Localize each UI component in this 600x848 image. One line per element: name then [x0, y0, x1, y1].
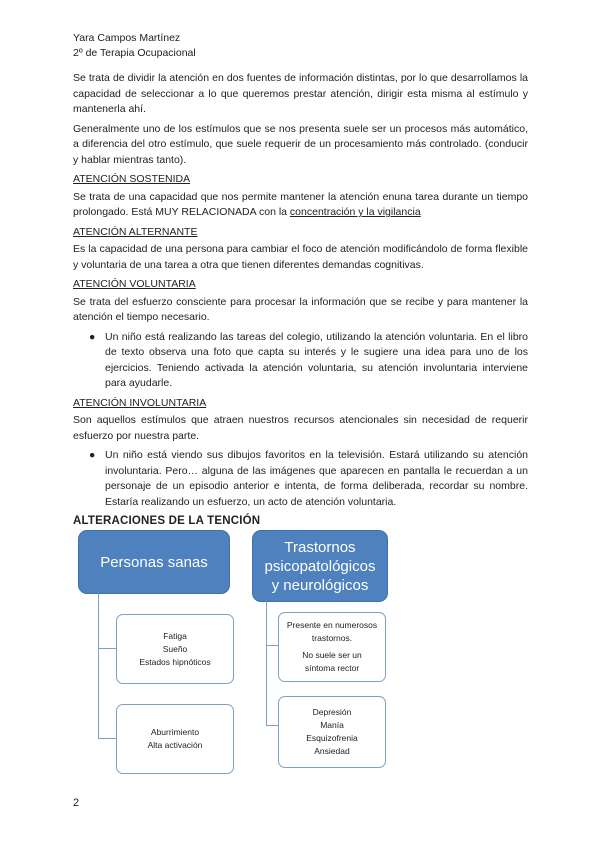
heading-atencion-sostenida: ATENCIÓN SOSTENIDA [73, 173, 191, 185]
cause-item: Fatiga [163, 630, 187, 641]
involuntaria-bullet-list [73, 448, 528, 510]
trastornos-title-line-3: y neurológicos [271, 576, 369, 594]
disorder-item: Manía [320, 720, 344, 730]
voluntaria-bullet-item [89, 330, 528, 392]
voluntaria-bullet-list [73, 330, 528, 392]
heading-alteraciones: ALTERACIONES DE LA TENCIÓN [73, 515, 261, 527]
trastornos-info-box-1 [278, 612, 386, 682]
page-header [73, 31, 196, 61]
info-line: síntoma rector [304, 663, 360, 673]
personas-sanas-box [78, 530, 230, 594]
alternante-paragraph: Es la capacidad de una persona para cambiar el foco de atención modificándolo de forma flexible y voluntaria de una tarea a otra que tienen diferentes demandas cognitivas. [73, 243, 528, 271]
right-connector-vertical [266, 601, 267, 725]
personas-sanas-causes-box-1 [116, 614, 234, 684]
page-number: 2 [73, 797, 80, 809]
info-line: Presente en numerosos [286, 620, 378, 630]
left-connector-vertical [98, 593, 99, 738]
course-name: 2º de Terapia Ocupacional [73, 47, 196, 59]
info-line: trastornos. [311, 633, 353, 643]
involuntaria-bullet-text: Un niño está viendo sus dibujos favoritos en la televisión. Estará utilizando su atención involuntaria. Pero… alguna de las imágenes que aparecen en pantalla le recuerdan a un personaje de un episodio anterior e intenta, de forma deliberada, recordar su nombre. Estaría realizando un esfuerzo, un acto de atención voluntaria. [105, 449, 528, 508]
intro-paragraph-1: Se trata de dividir la atención en dos fuentes de información distintas, por lo que desarrollamos la capacidad de seleccionar a lo que queremos prestar atención, dirigir esta misma al estímulo y mantenerla ahí. [73, 72, 528, 115]
cause-item: Alta activación [147, 740, 203, 750]
intro-paragraph-2: Generalmente uno de los estímulos que se nos presenta suele ser un procesos más automático, a diferencia del otro estímulo, que suele requerir de un procesamiento más controlado. (conducir y hablar mientras tanto). [73, 122, 528, 166]
cause-item: Estados hipnóticos [139, 656, 211, 667]
voluntaria-bullet-text: Un niño está realizando las tareas del colegio, utilizando la atención voluntaria. En el libro de texto observa una foto que capta su interés y le sugiere una idea para uno de los ejercicios. Teniendo activada la atención voluntaria, su atención involuntaria interviene para ayudarle. [105, 330, 528, 389]
info-line: No suele ser un [302, 650, 362, 660]
document-body [73, 71, 528, 530]
heading-atencion-alternante: ATENCIÓN ALTERNANTE [73, 225, 198, 238]
trastornos-title-line-1: Trastornos [284, 538, 356, 556]
left-connector-2 [98, 738, 116, 739]
heading-atencion-voluntaria: ATENCIÓN VOLUNTARIA [73, 278, 196, 290]
involuntaria-paragraph: Son aquellos estímulos que atraen nuestros recursos atencionales sin necesidad de requerir esfuerzo por nuestra parte. [73, 414, 528, 442]
right-connector-1 [266, 645, 278, 646]
heading-atencion-involuntaria: ATENCIÓN INVOLUNTARIA [73, 396, 207, 409]
alteraciones-diagram [78, 530, 398, 770]
involuntaria-bullet-item [89, 448, 528, 510]
trastornos-info-box-2 [278, 696, 386, 768]
bullet-icon: ● [89, 449, 96, 461]
personas-sanas-causes-box-2 [116, 704, 234, 774]
disorder-item: Esquizofrenia [306, 733, 358, 743]
disorder-item: Depresión [312, 707, 352, 717]
sostenida-paragraph [73, 190, 528, 221]
sostenida-underlined-phrase: concentración y la vigilancia [289, 206, 421, 218]
trastornos-title-line-2: psicopatológicos [264, 557, 376, 575]
right-connector-2 [266, 725, 278, 726]
left-connector-1 [98, 648, 116, 649]
disorder-item: Ansiedad [314, 746, 350, 756]
cause-item: Sueño [162, 643, 188, 654]
sostenida-text: Se trata de una capacidad que nos permite mantener la atención enuna tarea durante un tiempo prolongado. Está MUY RELACIONADA con la [73, 190, 528, 218]
cause-item: Aburrimiento [150, 727, 200, 737]
personas-sanas-title: Personas sanas [100, 553, 208, 571]
author-name: Yara Campos Martínez [73, 32, 181, 44]
trastornos-box [252, 530, 388, 602]
voluntaria-paragraph: Se trata del esfuerzo consciente para procesar la información que se recibe y para mantener la atención el tiempo necesario. [73, 295, 528, 323]
bullet-icon: ● [89, 330, 96, 343]
